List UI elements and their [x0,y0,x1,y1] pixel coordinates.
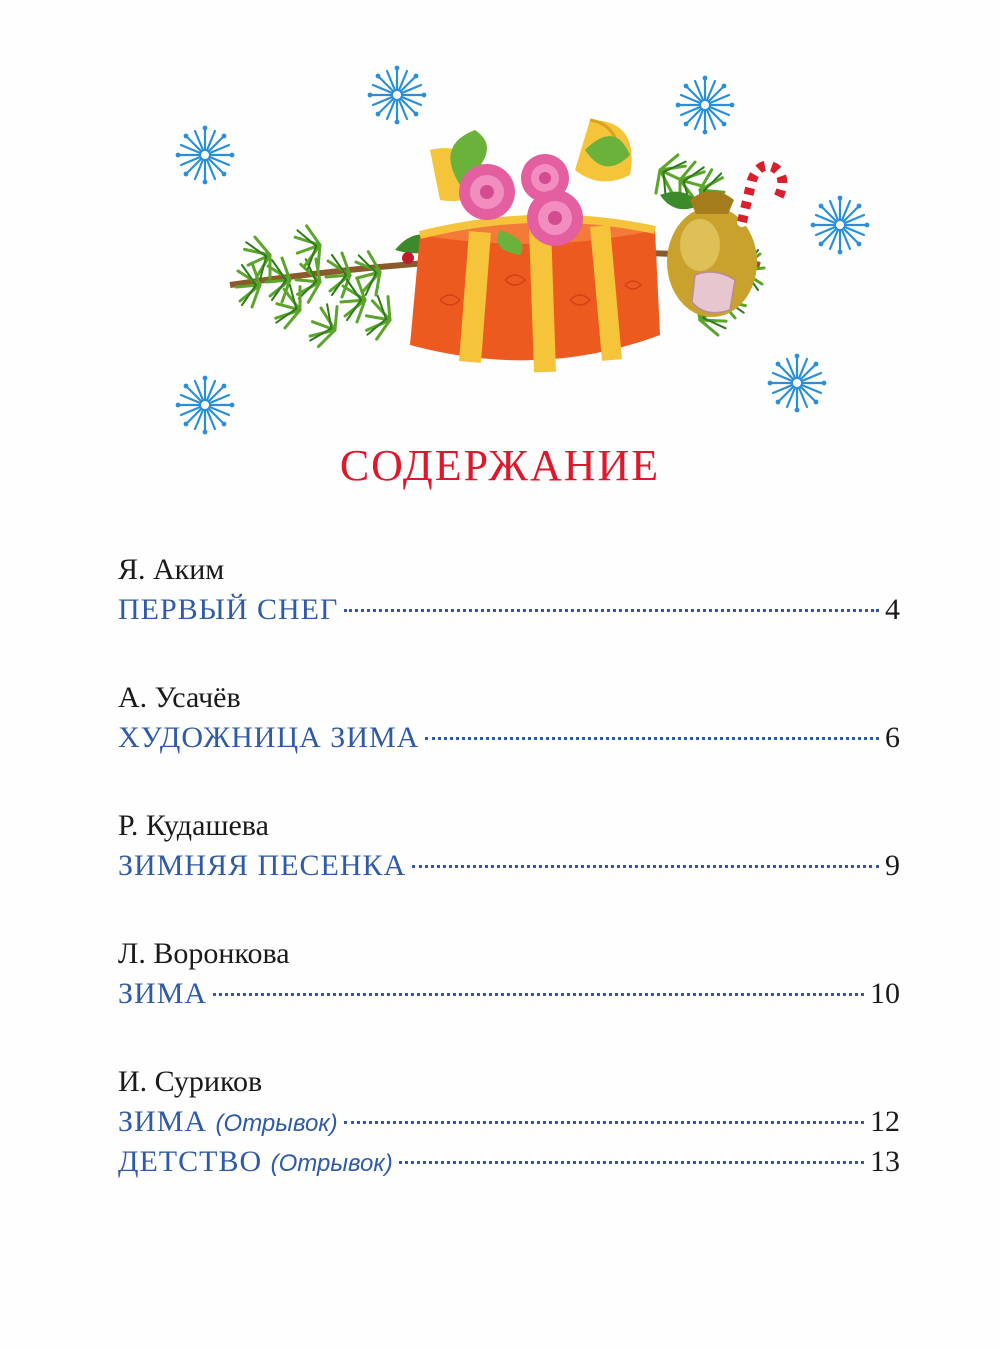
author-name: Я. Аким [118,553,225,586]
author-name: И. Суриков [118,1065,263,1098]
entry-note: (Отрывок) [215,1110,338,1137]
page-number: 9 [885,849,900,882]
toc-group [118,934,900,1014]
entry-title [118,1142,393,1184]
dot-leader [344,609,879,612]
snowflake-icon [811,196,870,255]
page-number: 13 [870,1145,900,1178]
toc-entry[interactable] [118,974,900,1014]
toc-entry[interactable] [118,1102,900,1142]
page-number: 6 [885,721,900,754]
entry-title: ЗИМНЯЯ ПЕСЕНКА [118,849,407,882]
christmas-illustration [0,0,1000,440]
entry-title: ПЕРВЫЙ СНЕГ [118,593,339,626]
author-name: А. Усачёв [118,681,241,714]
dot-leader [213,993,864,996]
toc-entry[interactable] [118,718,900,758]
entry-title-text: ДЕТСТВО [118,1145,263,1178]
toc-group [118,550,900,630]
candy-cane-icon [742,166,782,222]
author-name: Л. Воронкова [118,937,290,970]
entry-note: (Отрывок) [270,1150,393,1177]
entry-title: ЗИМА [118,977,208,1010]
toc-group [118,1062,900,1182]
entry-title: ХУДОЖНИЦА ЗИМА [118,721,420,754]
toc-group [118,806,900,886]
toc-entry[interactable] [118,846,900,886]
dot-leader [412,865,879,868]
snowflake-icon [768,354,827,413]
table-of-contents [118,550,900,1182]
page-number: 4 [885,593,900,626]
dot-leader [425,737,879,740]
entry-title-text: ЗИМА [118,1105,208,1138]
snowflake-icon [676,76,735,135]
toc-entry[interactable] [118,590,900,630]
dot-leader [399,1161,864,1164]
toc-group [118,678,900,758]
toc-entry[interactable] [118,1142,900,1182]
page-number: 12 [870,1105,900,1138]
page-number: 10 [870,977,900,1010]
snowflake-icon [368,66,427,125]
author-name: Р. Кудашева [118,809,269,842]
dot-leader [344,1121,864,1124]
snowflake-icon [176,376,235,435]
entry-title [118,1102,338,1144]
page-title: СОДЕРЖАНИЕ [339,441,661,490]
snowflake-icon [176,126,235,185]
